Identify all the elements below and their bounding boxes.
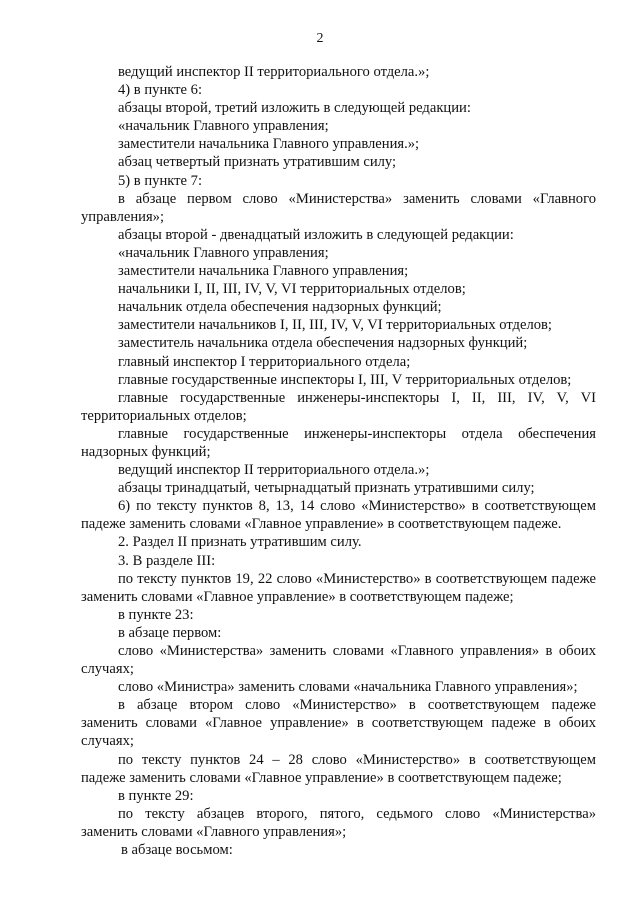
paragraph: абзацы тринадцатый, четырнадцатый признать утратившими силу; bbox=[118, 480, 535, 497]
paragraph: слово «Министерства» заменить словами «Главного управления» в обоих случаях; bbox=[81, 643, 596, 678]
paragraph: 6) по тексту пунктов 8, 13, 14 слово «Министерство» в соответствующем падеже заменить словами «Главное управление» в соответствующем падеже. bbox=[81, 498, 596, 533]
paragraph: в абзаце восьмом: bbox=[121, 842, 233, 859]
paragraph: «начальник Главного управления; bbox=[118, 244, 329, 261]
paragraph: ведущий инспектор II территориального отдела.»; bbox=[118, 64, 430, 80]
paragraph: 5) в пункте 7: bbox=[118, 172, 203, 189]
paragraph: по тексту абзацев второго, пятого, седьмого слово «Министерства» заменить словами «Главного управления»; bbox=[81, 805, 596, 840]
document-body bbox=[81, 63, 596, 859]
paragraph: главный инспектор I территориального отдела; bbox=[118, 353, 411, 370]
paragraph: 4) в пункте 6: bbox=[118, 82, 203, 99]
paragraph: начальники I, II, III, IV, V, VI территориальных отделов; bbox=[118, 281, 466, 298]
paragraph: 3. В разделе III: bbox=[118, 552, 216, 569]
paragraph: ведущий инспектор II территориального отдела.»; bbox=[118, 462, 430, 479]
paragraph: абзацы второй, третий изложить в следующей редакции: bbox=[118, 100, 471, 117]
paragraph: главные государственные инспекторы I, III, V территориальных отделов; bbox=[118, 371, 572, 388]
paragraph: начальник отдела обеспечения надзорных функций; bbox=[118, 299, 442, 316]
paragraph: в абзаце первом: bbox=[118, 624, 222, 641]
page-number: 2 bbox=[316, 31, 324, 46]
paragraph: 2. Раздел II признать утратившим силу. bbox=[118, 534, 362, 551]
paragraph: абзац четвертый признать утратившим силу; bbox=[118, 154, 397, 171]
paragraph: заместители начальника Главного управления.»; bbox=[118, 136, 420, 153]
paragraph: в пункте 23: bbox=[118, 606, 194, 623]
paragraph: в абзаце втором слово «Министерство» в соответствующем падеже заменить словами «Главное управление» в соответствующем падеже в обоих случаях; bbox=[81, 697, 596, 750]
paragraph: абзацы второй - двенадцатый изложить в следующей редакции: bbox=[118, 226, 514, 243]
paragraph: в абзаце первом слово «Министерства» заменить словами «Главного управления»; bbox=[81, 190, 596, 225]
paragraph: заместители начальников I, II, III, IV, V, VI территориальных отделов; bbox=[118, 317, 552, 334]
paragraph: по тексту пунктов 24 – 28 слово «Министерство» в соответствующем падеже заменить словами «Главное управление» в соответствующем падеже; bbox=[81, 751, 596, 786]
paragraph: слово «Министра» заменить словами «начальника Главного управления»; bbox=[118, 679, 578, 696]
paragraph: «начальник Главного управления; bbox=[118, 118, 329, 135]
paragraph: главные государственные инженеры-инспекторы I, II, III, IV, V, VI территориальных отделов; bbox=[81, 389, 596, 424]
paragraph: в пункте 29: bbox=[118, 787, 194, 804]
paragraph: заместители начальника Главного управления; bbox=[118, 263, 409, 280]
paragraph: по тексту пунктов 19, 22 слово «Министерство» в соответствующем падеже заменить словами «Главное управление» в соответствующем падеже; bbox=[81, 570, 596, 605]
paragraph: заместитель начальника отдела обеспечения надзорных функций; bbox=[118, 335, 528, 352]
paragraph: главные государственные инженеры-инспекторы отдела обеспечения надзорных функций; bbox=[81, 425, 596, 460]
